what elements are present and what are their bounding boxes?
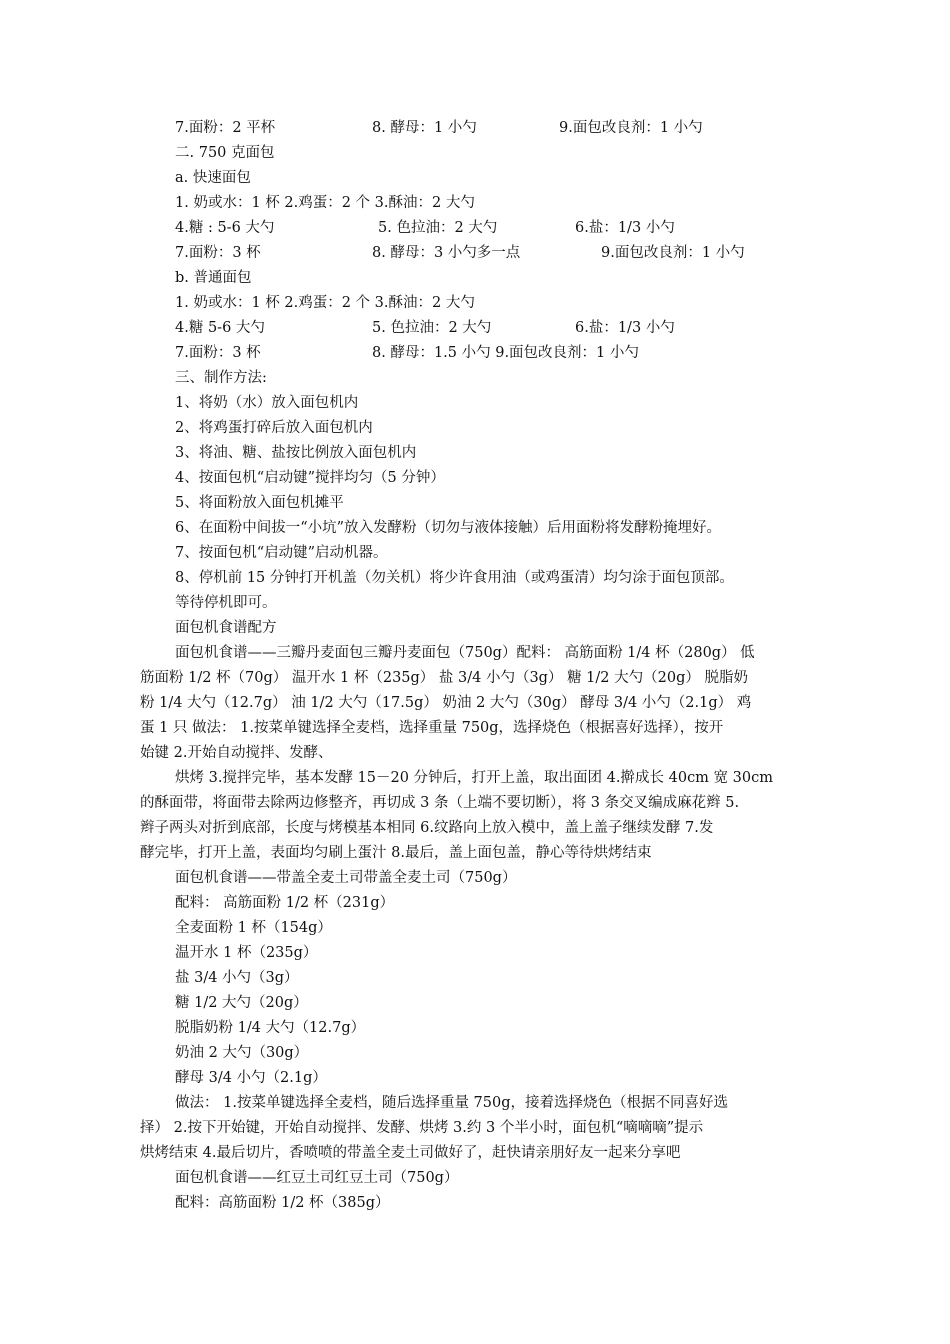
ingredient-salt: 6.盐：1/3 小勺 [575,320,675,336]
ingredient-flour: 7.面粉：3 杯 [175,245,261,261]
ingredient-flour: 7.面粉：3 杯 [175,345,261,361]
ingredient-line: 糖 1/2 大勺（20g） [175,995,308,1011]
ingredient-oil: 5. 色拉油：2 大勺 [378,220,498,236]
section-heading: 二. 750 克面包 [175,145,275,161]
ingredient-line: 全麦面粉 1 杯（154g） [175,920,332,936]
method-step: 等待停机即可。 [175,595,277,611]
recipe-title: 面包机食谱——带盖全麦土司带盖全麦土司（750g） [175,870,517,886]
paragraph-line: 筋面粉 1/2 杯（70g） 温开水 1 杯（235g） 盐 3/4 小勺（3g） 糖 1/2 大勺（20g） 脱脂奶 [140,670,748,686]
ingredient-line: 酵母 3/4 小勺（2.1g） [175,1070,327,1086]
method-step: 4、按面包机“启动键”搅拌均匀（5 分钟） [175,470,445,486]
paragraph-line: 粉 1/4 大勺（12.7g） 油 1/2 大勺（17.5g） 奶油 2 大勺（30g） 酵母 3/4 小勺（2.1g） 鸡 [140,695,752,711]
paragraph-line: 择） 2.按下开始键，开始自动搅拌、发酵、烘烤 3.约 3 个半小时，面包机“嘀嘀嘀”提示 [140,1120,704,1136]
ingredient-improver: 9.面包改良剂：1 小勺 [559,120,703,136]
ingredient-yeast-improver: 8. 酵母：1.5 小勺 9.面包改良剂：1 小勺 [372,345,639,361]
method-step: 6、在面粉中间拔一“小坑”放入发酵粉（切勿与液体接触）后用面粉将发酵粉掩埋好。 [175,520,722,536]
paragraph-line: 的酥面带，将面带去除两边修整齐，再切成 3 条（上端不要切断），将 3 条交叉编成麻花辫 5. [140,795,740,811]
paragraph-line: 始键 2.开始自动搅拌、发酵、 [140,745,333,761]
ingredient-yeast: 8. 酵母：3 小勺多一点 [372,245,521,261]
ingredient-improver: 9.面包改良剂：1 小勺 [601,245,745,261]
paragraph-line: 面包机食谱——三瓣丹麦面包三瓣丹麦面包（750g）配料： 高筋面粉 1/4 杯（280g） 低 [175,645,755,661]
ingredient-sugar: 4.糖 : 5-6 大勺 [175,220,275,236]
recipe-collection-title: 面包机食谱配方 [175,620,277,636]
ingredient-sugar: 4.糖 5-6 大勺 [175,320,265,336]
method-step: 8、停机前 15 分钟打开机盖（勿关机）将少许食用油（或鸡蛋清）均匀涂于面包顶部。 [175,570,734,586]
paragraph-line: 酵完毕，打开上盖，表面均匀刷上蛋汁 8.最后，盖上面包盖，静心等待烘烤结束 [140,845,652,861]
subsection-heading: a. 快速面包 [175,170,251,186]
paragraph-line: 烘烤结束 4.最后切片，香喷喷的带盖全麦土司做好了，赶快请亲朋好友一起来分享吧 [140,1145,681,1161]
ingredient-line: 奶油 2 大勺（30g） [175,1045,309,1061]
paragraph-line: 蛋 1 只 做法： 1.按菜单键选择全麦档，选择重量 750g，选择烧色（根据喜好选择），按开 [140,720,724,736]
ingredient-line: 配料：高筋面粉 1/2 杯（385g） [175,1195,390,1211]
ingredient-flour: 7.面粉：2 平杯 [175,120,276,136]
ingredient-line: 脱脂奶粉 1/4 大勺（12.7g） [175,1020,366,1036]
method-step: 3、将油、糖、盐按比例放入面包机内 [175,445,417,461]
ingredient-line: 盐 3/4 小勺（3g） [175,970,299,986]
ingredient-line: 1. 奶或水：1 杯 2.鸡蛋：2 个 3.酥油：2 大勺 [175,195,475,211]
ingredient-yeast: 8. 酵母：1 小勺 [372,120,477,136]
ingredient-oil: 5. 色拉油：2 大勺 [372,320,492,336]
subsection-heading: b. 普通面包 [175,270,252,286]
ingredient-salt: 6.盐：1/3 小勺 [575,220,675,236]
ingredient-line: 配料： 高筋面粉 1/2 杯（231g） [175,895,395,911]
paragraph-line: 做法： 1.按菜单键选择全麦档，随后选择重量 750g，接着选择烧色（根据不同喜好选 [175,1095,729,1111]
section-heading: 三、制作方法: [175,370,267,386]
recipe-title: 面包机食谱——红豆土司红豆土司（750g） [175,1170,459,1186]
ingredient-line: 温开水 1 杯（235g） [175,945,318,961]
paragraph-line: 烘烤 3.搅拌完毕，基本发酵 15－20 分钟后，打开上盖，取出面团 4.擀成长 40cm 宽 30cm [175,770,773,786]
method-step: 1、将奶（水）放入面包机内 [175,395,359,411]
method-step: 7、按面包机“启动键”启动机器。 [175,545,388,561]
paragraph-line: 辫子两头对折到底部，长度与烤模基本相同 6.纹路向上放入模中，盖上盖子继续发酵 7.发 [140,820,714,836]
method-step: 2、将鸡蛋打碎后放入面包机内 [175,420,373,436]
method-step: 5、将面粉放入面包机摊平 [175,495,344,511]
ingredient-line: 1. 奶或水：1 杯 2.鸡蛋：2 个 3.酥油：2 大勺 [175,295,475,311]
